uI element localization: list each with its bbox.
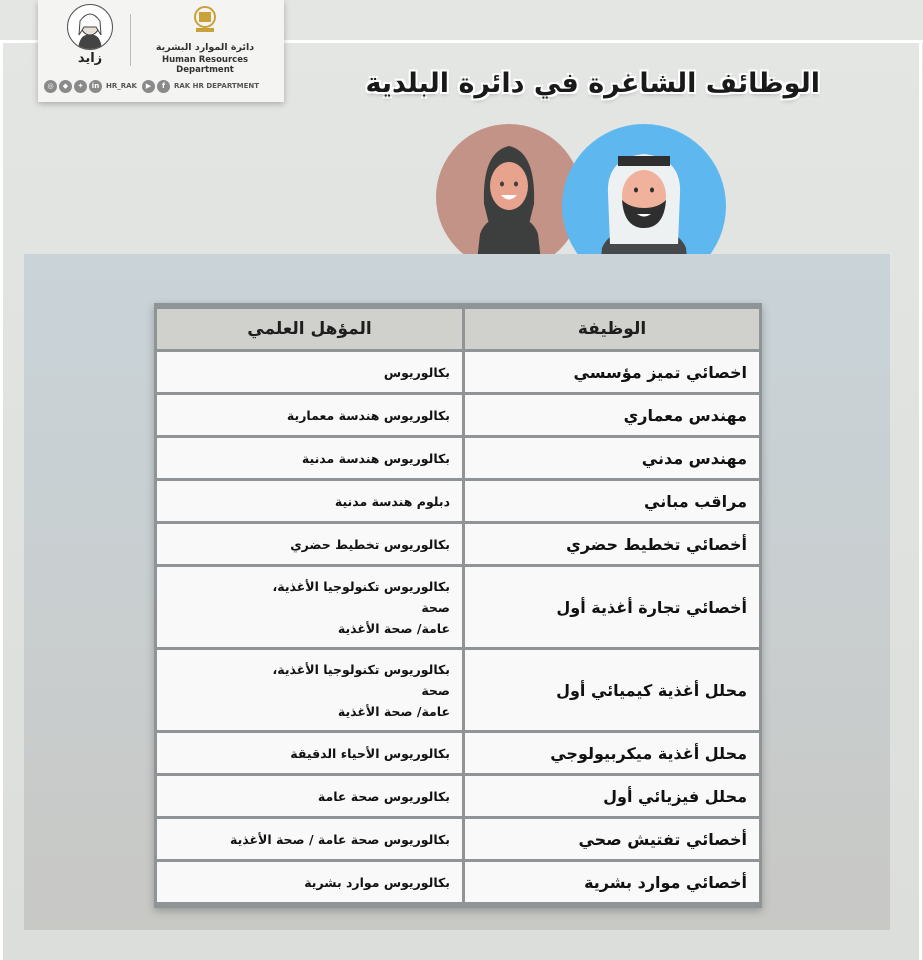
qualification-cell: بكالوريوس صحة عامة / صحة الأغذية <box>157 819 462 859</box>
qualification-cell: بكالوريوس صحة عامة <box>157 776 462 816</box>
table-row <box>157 352 759 392</box>
zayed-logo <box>60 4 120 66</box>
table-row <box>157 862 759 902</box>
zayed-portrait <box>67 4 113 50</box>
frame-line-left <box>0 40 3 960</box>
qualification-cell <box>157 650 462 730</box>
twitter-icon[interactable]: ✦ <box>74 80 87 93</box>
snapchat-icon[interactable]: ◆ <box>59 80 72 93</box>
page-title: الوظائف الشاغرة في دائرة البلدية <box>365 68 820 99</box>
table-row <box>157 650 759 730</box>
qualification-cell: بكالوريوس تخطيط حضري <box>157 524 462 564</box>
logo-divider <box>130 14 131 66</box>
table-row <box>157 733 759 773</box>
youtube-icon[interactable]: ▶ <box>142 80 155 93</box>
job-title-cell: محلل أغذية كيميائي أول <box>462 650 759 730</box>
logo-card <box>38 0 284 102</box>
table-row <box>157 395 759 435</box>
social-handle[interactable]: HR_RAK <box>106 82 137 90</box>
header-qualification: المؤهل العلمي <box>157 309 462 349</box>
job-title-cell: أخصائي تجارة أغذية أول <box>462 567 759 647</box>
qualification-cell: بكالوريوس <box>157 352 462 392</box>
facebook-handle[interactable]: RAK HR DEPARTMENT <box>173 82 260 90</box>
qualification-line: عامة/ صحة الأغذية <box>337 620 450 636</box>
jobs-table <box>154 303 762 908</box>
linkedin-icon[interactable]: in <box>89 80 102 93</box>
table-header-row <box>157 309 759 349</box>
qualification-line: بكالوريوس تكنولوجيا الأغذية، <box>272 661 450 677</box>
job-title-cell: مهندس معماري <box>462 395 759 435</box>
facebook-icon[interactable]: f <box>157 80 170 93</box>
table-row <box>157 524 759 564</box>
table-row <box>157 438 759 478</box>
department-name-ar: دائرة الموارد البشرية <box>155 42 255 53</box>
qualification-cell: بكالوريوس هندسة معمارية <box>157 395 462 435</box>
department-name-en: Human Resources Department <box>161 55 249 75</box>
qualification-cell: بكالوريوس الأحياء الدقيقة <box>157 733 462 773</box>
qualification-line: صحة <box>421 599 450 615</box>
frame-line-right <box>919 40 922 960</box>
job-title-cell: أخصائي تفتيش صحي <box>462 819 759 859</box>
table-row <box>157 819 759 859</box>
qualification-cell: دبلوم هندسة مدنية <box>157 481 462 521</box>
qualification-line: بكالوريوس تكنولوجيا الأغذية، <box>272 578 450 594</box>
table-row <box>157 481 759 521</box>
social-row <box>44 78 280 94</box>
header-job: الوظيفة <box>462 309 759 349</box>
qualification-cell: بكالوريوس موارد بشرية <box>157 862 462 902</box>
job-title-cell: أخصائي تخطيط حضري <box>462 524 759 564</box>
table-row <box>157 776 759 816</box>
table-row <box>157 567 759 647</box>
job-title-cell: أخصائي موارد بشرية <box>462 862 759 902</box>
department-logo <box>134 2 276 75</box>
job-title-cell: محلل أغذية ميكربيولوجي <box>462 733 759 773</box>
job-title-cell: اخصائي تميز مؤسسي <box>462 352 759 392</box>
zayed-caption: زايد <box>77 51 103 66</box>
qualification-line: عامة/ صحة الأغذية <box>337 703 450 719</box>
job-title-cell: محلل فيزيائي أول <box>462 776 759 816</box>
qualification-cell <box>157 567 462 647</box>
qualification-cell: بكالوريوس هندسة مدنية <box>157 438 462 478</box>
qualification-line: صحة <box>421 682 450 698</box>
woman-avatar-icon <box>436 124 582 270</box>
job-title-cell: مهندس مدني <box>462 438 759 478</box>
job-title-cell: مراقب مباني <box>462 481 759 521</box>
instagram-icon[interactable]: ◎ <box>44 80 57 93</box>
emblem-icon <box>188 2 222 36</box>
